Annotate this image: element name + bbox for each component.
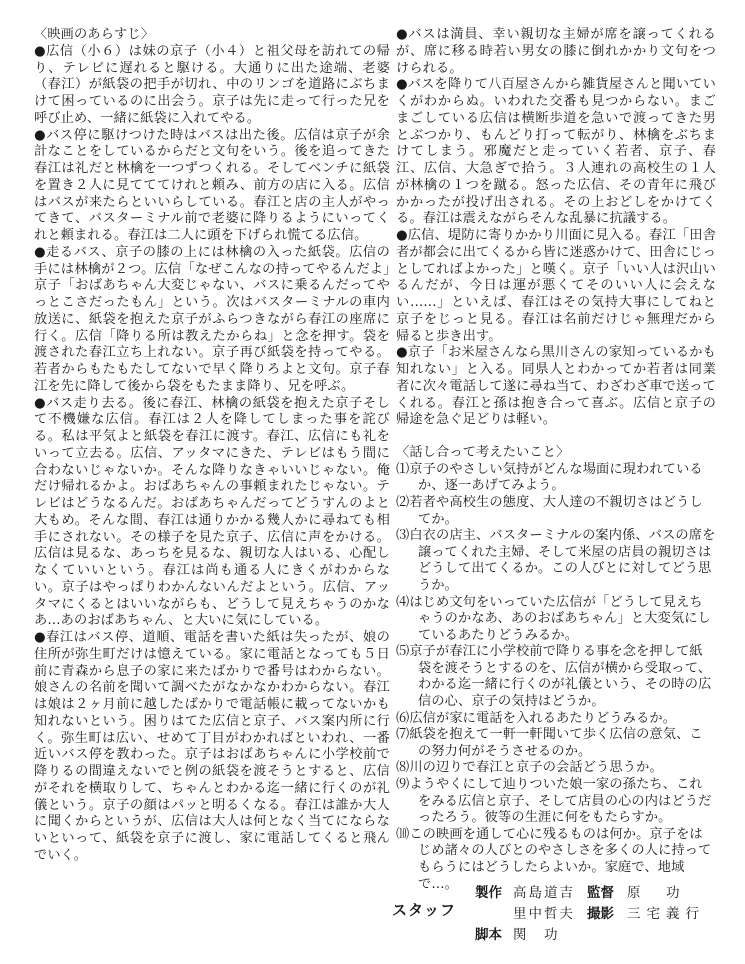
synopsis-paragraph: ●春江はバス停、道順、電話を書いた紙は失ったが、娘の住所が弥生町だけは憶えている。家に電話となっても５日前に青森から息子の家に来たばかりで番号はわからない。娘さんの名前を聞いて調べたがなかなかわからない。春江は娘は２ヶ月前に越したばかりで電話帳に載ってないかも知れないという。困りはてた広信と京子、バス案内所に行く。弥生町は広い、せめて丁目がわかればといわれ、一番近いバス停を教わった。京子はおばあちゃんに小学校前で降りるの間違えないでと例の紙袋を渡そうとすると、広信がそれを横取りして、ちゃんとわかる迄一緒に行くのが礼儀という。京子の顔はパッと明るくなる。春江は誰か大人に聞くからというが、広信は大人は何となく当てにならないといって、紙袋を京子に渡し、家に電話してくると飛んでいく。 [34,630,390,863]
synopsis-paragraph: ●バス走り去る。後に春江、林檎の紙袋を抱えた京子そして不機嫌な広信。春江は２人を降してしまった事を詫びる。私は平気よと紙袋を春江に渡す。春江、広信にも礼をいって立去る。広信、アッタマにきた、テレビはもう間に合わないじゃないか。そんな降りなきゃいいじゃない。俺だけ帰れるかよ。おばあちゃんの事頼まれたじゃない。テレビはどうなるんだ。おばあちゃんだってどうすんのよと大もめ。そんな間、春江は通りかかる幾人かに尋ねても相手にされない。その様子を見た京子、広信に声をかける。広信は見るな、あっちを見るな、親切な人はいる、心配しなくていいという。春江は尚も通る人にきくがわからない。京子はやっぱりわかんないんだよという。広信、アッタマにくるとはいいながらも、どうして見えちゃうのかなあ…あのおばあちゃん、と大いに気にしている。 [34,395,390,629]
section-spacer [396,429,716,445]
discussion-item: ⑻川の辺りで春江と京子の会話どう思うか。 [396,760,663,776]
discussion-item: ⑶白衣の店主、バスターミナルの案内係、バスの席を譲ってくれた主婦、そして米屋の店員の親切さはどうして出てくるか。この人びとに対してどう思うか。 [396,528,716,593]
staff-label: スタッフ [392,901,457,919]
discussion-item: ⑹広信が家に電話を入れるあたりどうみるか。 [396,710,677,726]
synopsis-paragraph: ●広信（小６）は妹の京子（小４）と祖父母を訪れての帰り、テレビに遅れると駆ける。大通りに出た途端、老婆（春江）が紙袋の把手が切れ、中のリンゴを道路にぶちまけて困っているのに出会う。京子は先に走って行った兄を呼び止め、一緒に紙袋に入れてやる。 [34,43,390,126]
synopsis-paragraph: ●広信、堤防に寄りかかり川面に見入る。春江「田舎者が都会に出てくるから皆に迷惑かけて、田舎にじっとしてればよかった」と嘆く。京子「いい人は沢山いるんだが、今日は運が悪くてそのいい人に会えない……」といえば、春江はその気持大事にしてねと京子をじっと見る。春江は名前だけじゃ無理だから帰ると歩き出す。 [396,228,716,344]
staff-row [475,923,560,943]
synopsis-paragraph: ●バスは満員、幸い親切な主婦が席を譲ってくれるが、席に移る時若い男女の膝に倒れかかり文句をつけられる。 [396,27,716,76]
discussion-item: ⑺紙袋を抱えて一軒一軒聞いて歩く広信の意気、この努力何がそうさせるのか。 [396,727,703,759]
discussion-item: ⑵若者や高校生の態度、大人達の不親切さはどうしてか。 [396,494,703,527]
discussion-heading: 〈話し合って考えたいこと〉 [396,445,570,460]
staff-name: 里中哲夫 [513,906,575,922]
staff-role: 撮影 [587,906,614,922]
discussion-item: ⑴京子のやさしい気持がどんな場面に現われているか、逐一あげてみよう。 [396,461,703,494]
staff-row [475,881,686,901]
synopsis-column-right [396,27,716,893]
staff-name: 原 功 [627,885,686,901]
discussion-item: ⑷はじめ文句をいっていた広信が「どうして見えちゃうのかなあ、あのおばあちゃん」と大変気にしているあたりどうみるか。 [396,594,711,643]
synopsis-heading: 〈映画のあらすじ〉 [34,27,155,42]
staff-role: 監督 [587,885,614,901]
discussion-item: ⑸京子が春江に小学校前で降りる事を念を押して紙袋を渡そうとするのを、広信が横から受取って、わかる迄一緒に行くのが礼儀という、その時の広信の心、京子の気持はどうか。 [396,644,712,710]
synopsis-paragraph: ●京子「お米屋さんなら黒川さんの家知っているかも知れない」と入る。同県人とわかってか若者は同業者に次々電話して遂に尋ね当て、わざわざ車で送ってくれる。春江と孫は抱き合って喜ぶ。広信と京子の帰途を急ぐ足どりは軽い。 [396,345,716,428]
synopsis-paragraph: ●バス停に駆けつけた時はバスは出た後。広信は京子が余計なことをしているからだと文句をいう。後を追ってきた春江は礼だと林檎を一つずつくれる。そしてベンチに紙袋を置き２人に見てててけれと頼み、前方の店に入る。広信はバスが来たらといいらしている。春江と店の主人がやってきて、バスターミナル前で老婆に降りるようにいってくれと頼まれる。春江は二人に頭を下げられ慌てる広信。 [34,127,390,243]
staff-role: 脚本 [475,927,502,943]
synopsis-paragraph: ●走るバス、京子の膝の上には林檎の入った紙袋。広信の手には林檎が２つ。広信「なぜこんなの持ってやるんだよ」京子「おばあちゃん大変じゃない、バスに乗るんだってやっとこさだったもん」という。次はバスターミナルの車内放送に、紙袋を抱えた京子がふらつきながら春江の座席に行く。広信「降りる所は教えたからね」と念を押す。袋を渡された春江立ち上れない。京子再び紙袋を持ってやる。若者からもたもたしてないで早く降りろよと文句。京子春江を先に降して後から袋をもたまま降り、兄を呼ぶ。 [34,244,390,394]
staff-credits [392,881,722,951]
synopsis-paragraph: ●バスを降りて八百屋さんから雑貨屋さんと聞いていくがわからぬ。いわれた交番も見つからない。まごまごしている広信は横断歩道を急いで渡ってきた男とぶつかり、もんどり打って転がり、林檎をぶちまけてしまう。邪魔だと走っていく若者、京子、春江、広信、大急ぎで拾う。３人連れの高校生の１人が林檎の１つを蹴る。怒った広信、その青年に飛びかかったが投げ出される。その上おどしをかけてくる。春江は震えながらそんな乱暴に抗議する。 [396,77,716,227]
staff-row [475,902,705,922]
staff-name: 三宅義行 [627,906,705,922]
synopsis-column-left [34,27,390,865]
staff-role: 製作 [475,885,502,901]
discussion-item: ⑽この映画を通して心に残るものは何か。京子をはじめ諸々の人びとのやさしさを多くの人に持ってもらうにはどうしたらよいか。家庭で、地域で…。 [396,826,712,892]
discussion-item: ⑼ようやくにして辿りついた娘一家の孫たち、これをみる広信と京子、そして店員の心の内はどうだったろう。彼等の生涯に何をもたらすか。 [396,777,712,826]
staff-name: 高島道吉 [513,885,575,901]
staff-name: 関 功 [513,927,560,943]
